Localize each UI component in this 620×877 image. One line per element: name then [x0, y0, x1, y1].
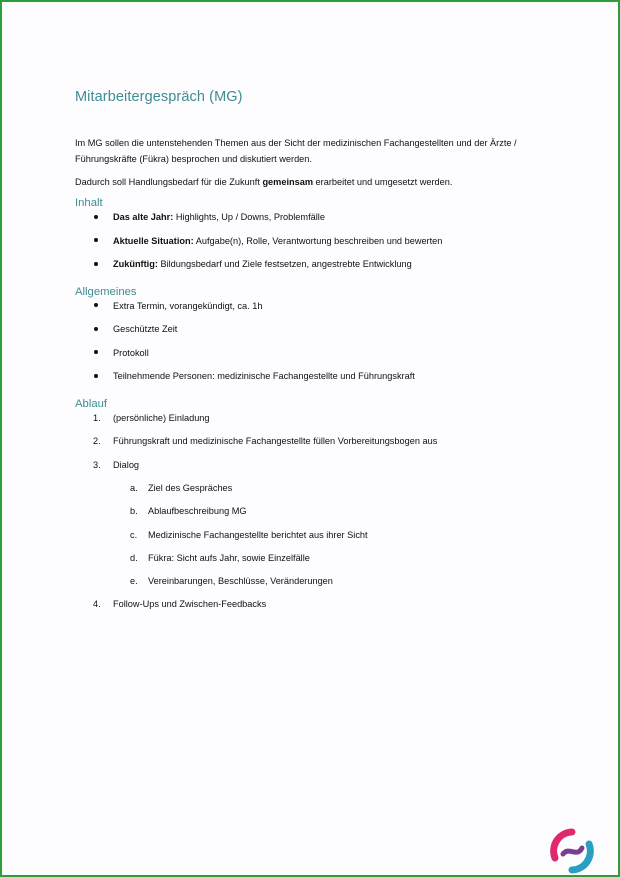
item-text: Ablaufbeschreibung MG: [148, 506, 247, 517]
purpose-text-start: Dadurch soll Handlungsbedarf für die Zukunft: [75, 177, 263, 187]
purpose-text-end: erarbeitet und umgesetzt werden.: [313, 177, 453, 187]
bullet-icon: [94, 303, 98, 307]
list-item: [75, 505, 565, 528]
item-letter: e.: [130, 576, 138, 587]
bullet-icon: [94, 262, 98, 266]
list-item: [75, 482, 565, 505]
item-number: 1.: [93, 412, 101, 423]
section-heading-ablauf: Ablauf: [75, 397, 108, 410]
bullet-icon: [94, 350, 98, 354]
section-heading-allgemeines: Allgemeines: [75, 285, 137, 298]
list-item: [75, 300, 565, 324]
item-letter: a.: [130, 483, 138, 493]
item-text: Ziel des Gespräches: [148, 483, 233, 493]
list-item: [75, 529, 565, 552]
item-text: Protokoll: [113, 347, 149, 358]
item-text: Vereinbarungen, Beschlüsse, Veränderungen: [148, 576, 333, 587]
item-letter: c.: [130, 529, 138, 540]
bullet-icon: [94, 215, 98, 219]
list-item: [75, 211, 565, 235]
list-item: [75, 235, 565, 259]
item-text: Dialog: [113, 459, 140, 470]
document-body: [75, 89, 565, 622]
list-item: [75, 412, 565, 436]
item-text: Medizinische Fachangestellte berichtet aus ihrer Sicht: [148, 529, 368, 540]
item-text: Fükra: Sicht aufs Jahr, sowie Einzelfälle: [148, 552, 310, 563]
item-number: 4.: [93, 599, 101, 610]
item-text: Führungskraft und medizinische Fachangestellte füllen Vorbereitungsbogen aus: [113, 436, 438, 446]
purpose-emphasis: gemeinsam: [262, 177, 313, 187]
list-item: [75, 258, 565, 282]
bullet-icon: [94, 374, 98, 378]
item-letter: b.: [130, 506, 138, 517]
item-label: Das alte Jahr:: [113, 212, 174, 222]
bullet-icon: [94, 238, 98, 242]
page-title: Mitarbeitergespräch (MG): [75, 89, 243, 105]
item-text: Follow-Ups und Zwischen-Feedbacks: [113, 599, 267, 610]
sub-list-container: [75, 482, 565, 598]
dialog-sub-list: [113, 482, 565, 598]
bullet-icon: [94, 327, 98, 331]
item-text: Teilnehmende Personen: medizinische Fachangestellte und Führungskraft: [113, 371, 415, 381]
list-item: [75, 323, 565, 347]
item-letter: d.: [130, 552, 138, 563]
list-item: [75, 347, 565, 371]
allgemeines-list: [75, 300, 565, 394]
ablauf-list: [75, 412, 565, 622]
item-text: Extra Termin, vorangekündigt, ca. 1h: [113, 300, 263, 311]
list-item: [75, 459, 565, 483]
item-number: 3.: [93, 459, 101, 470]
inhalt-list: [75, 211, 565, 282]
intro-paragraph: Im MG sollen die untenstehenden Themen aus der Sicht der medizinischen Fachangestellten und der Ärzte / Führungskräfte (Fükra) besprochen und diskutiert werden.: [75, 138, 517, 164]
list-item: [75, 598, 565, 622]
item-number: 2.: [93, 436, 101, 446]
purpose-paragraph: [75, 174, 565, 190]
item-text: Geschützte Zeit: [113, 324, 178, 334]
list-item: [75, 370, 565, 394]
section-heading-inhalt: Inhalt: [75, 197, 103, 209]
list-item: [75, 435, 565, 459]
item-label: Zukünftig:: [113, 259, 158, 269]
circular-arrows-logo-icon: [549, 828, 595, 874]
list-item: [75, 552, 565, 575]
item-text: (persönliche) Einladung: [113, 412, 210, 423]
list-item: [75, 575, 565, 598]
item-text: Aufgabe(n), Rolle, Verantwortung beschreiben und bewerten: [193, 235, 443, 246]
item-text: Highlights, Up / Downs, Problemfälle: [173, 212, 325, 222]
item-text: Bildungsbedarf und Ziele festsetzen, angestrebte Entwicklung: [157, 259, 412, 269]
item-label: Aktuelle Situation:: [113, 235, 194, 246]
